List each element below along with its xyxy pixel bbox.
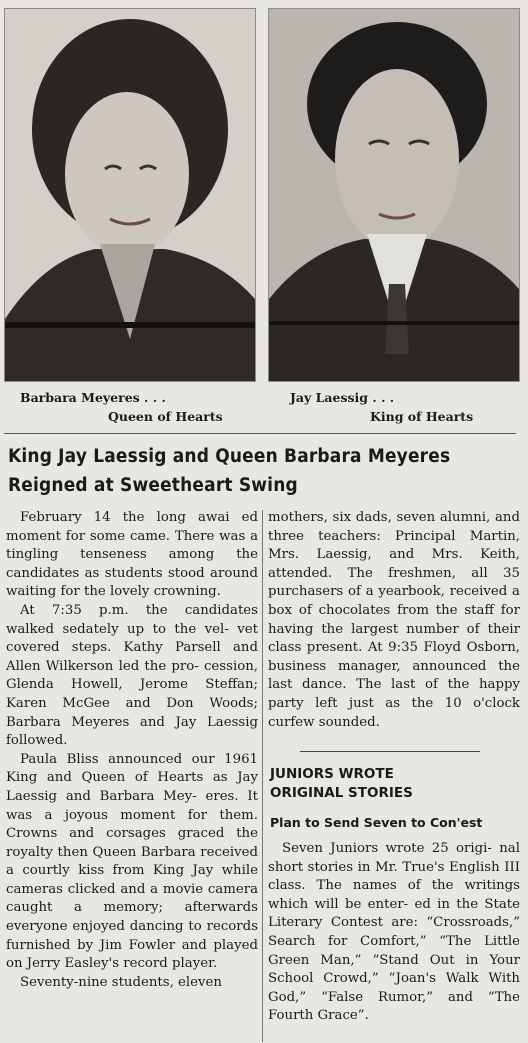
article-paragraph: mothers, six dads, seven alumni, and three teachers: Principal Martin, Mrs. Laessig, and Mrs. Keith, attended. The freshmen, all 35 purchasers of a yearbook, received a box of chocolates from the staff for having the largest number of their class present. At 9:35 Floyd Osborn, business manager, announced the last dance. The last of the happy party left just as the 10 o'clock curfew sounded.	[268, 510, 520, 730]
article-column-right	[268, 509, 520, 732]
article-paragraph: At 7:35 p.m. the candidates walked sedately up to the vel- vet covered steps. Kathy Parsell and Allen Wilkerson led the pro- cession, Glenda Howell, Jerome Steffan; Karen McGee and Don Woods; Barbara Meyeres and Jay Laessig followed.	[6, 602, 258, 749]
king-caption	[290, 388, 473, 426]
queen-caption-title: Queen of Hearts	[108, 409, 223, 424]
juniors-headline	[270, 765, 520, 803]
juniors-headline-line-1: JUNIORS WROTE	[270, 766, 394, 782]
queen-caption-name: Barbara Meyeres . . .	[20, 390, 166, 405]
section-divider	[4, 433, 516, 434]
queen-caption	[20, 388, 223, 426]
article-paragraph: February 14 the long awai ed moment for some came. There was a tingling tenseness among the candidates as students stood around waiting for the lovely crowning.	[6, 510, 258, 600]
article-paragraph: Seventy-nine students, eleven	[20, 974, 222, 990]
column-divider	[262, 510, 263, 1042]
article-column-left	[6, 509, 258, 992]
headline-line-1: King Jay Laessig and Queen Barbara Meyeres	[8, 446, 451, 467]
headline-line-2: Reigned at Sweetheart Swing	[8, 475, 298, 496]
king-caption-title: King of Hearts	[370, 409, 474, 424]
juniors-subhead: Plan to Send Seven to Con'est	[270, 815, 483, 830]
king-caption-name: Jay Laessig . . .	[290, 390, 395, 405]
juniors-paragraph: Seven Juniors wrote 25 origi- nal short stories in Mr. True's English III class. The names of the writings which will be enter- ed in the State Literary Contest are: “Crossroads,” Search for Comfort,” “The Little Green Man,” “Stand Out in Your School Crowd,” “Joan's Walk With God,” “False Rumor,” and “The Fourth Grace”.	[268, 841, 520, 1024]
juniors-body	[268, 840, 520, 1026]
article-paragraph: Paula Bliss announced our 1961 King and Queen of Hearts as Jay Laessig and Barbara Mey- eres. It was a joyous moment for them. Crowns and corsages graced the royalty then Queen Barbara received a courtly kiss from King Jay while cameras clicked and a movie camera caught a memory; afterwards everyone enjoyed dancing to records furnished by Jim Fowler and played on Jerry Easley's record player.	[6, 751, 258, 972]
queen-photo	[4, 8, 256, 382]
queen-portrait-image	[5, 9, 255, 381]
article-headline	[8, 442, 523, 500]
king-portrait-image	[269, 9, 519, 381]
juniors-headline-line-2: ORIGINAL STORIES	[270, 785, 413, 801]
article-end-rule	[300, 751, 480, 752]
king-photo	[268, 8, 520, 382]
